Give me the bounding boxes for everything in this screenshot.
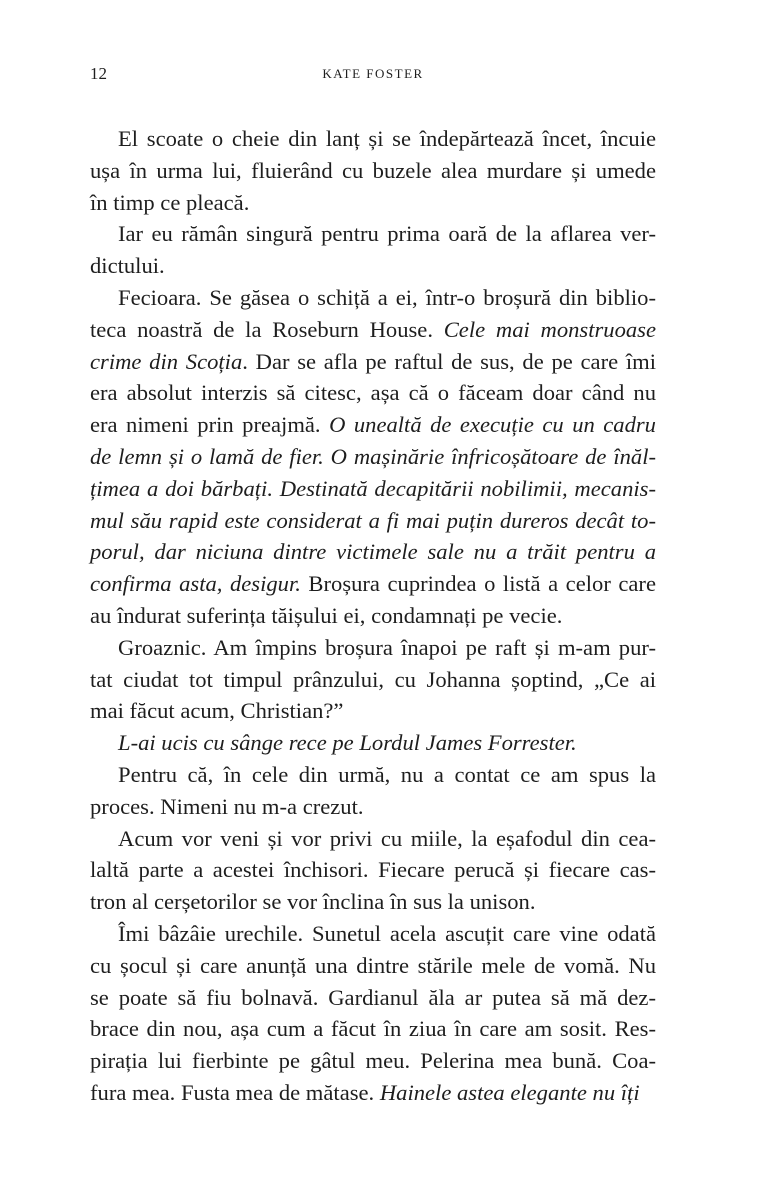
paragraph xyxy=(90,123,656,218)
text-line xyxy=(90,536,656,568)
page-header xyxy=(90,64,656,88)
text-run: brace din nou, așa cum a făcut în ziua în care am sosit. Res- xyxy=(90,1016,656,1042)
text-line xyxy=(90,1045,656,1077)
text-line xyxy=(90,155,656,187)
text-run: El scoate o cheie din lanț și se îndepărtează încet, încuie xyxy=(118,126,656,151)
text-line xyxy=(90,759,656,791)
text-line xyxy=(90,854,656,886)
text-line xyxy=(90,282,656,314)
paragraph xyxy=(90,282,656,632)
italic-text: Hainele astea elegante nu îți xyxy=(379,1079,640,1105)
text-run: Broșura cuprindea o listă a celor care xyxy=(300,571,656,597)
text-line xyxy=(90,823,656,855)
text-run: Groaznic. Am împins broșura înapoi pe raft și m-am pur- xyxy=(118,634,656,660)
text-run: tron al cerșetorilor se vor înclina în sus la unison. xyxy=(90,889,536,915)
text-run: ușa în urma lui, fluierând cu buzele alea murdare și umede xyxy=(90,157,656,183)
text-line xyxy=(90,473,656,505)
text-line xyxy=(90,377,656,409)
text-line xyxy=(90,314,656,346)
italic-text: Cele mai monstruoase xyxy=(443,316,656,342)
text-line xyxy=(90,218,656,250)
text-line xyxy=(90,791,656,823)
text-line xyxy=(90,1013,656,1045)
text-line xyxy=(90,886,656,918)
text-run: dictului. xyxy=(90,253,165,279)
text-line xyxy=(90,918,656,950)
text-run: era absolut interzis să citesc, așa că o făceam doar când nu xyxy=(90,380,656,406)
text-line xyxy=(90,664,656,696)
text-run: Îmi bâzâie urechile. Sunetul acela ascuțit care vine odată xyxy=(118,920,656,946)
paragraph xyxy=(90,823,656,918)
italic-text: mul său rapid este considerat a fi mai puțin dureros decât to- xyxy=(90,507,656,533)
text-run: cu șocul și care anunță una dintre stările mele de vomă. Nu xyxy=(90,952,656,978)
text-run: au îndurat suferința tăișului ei, condamnați pe vecie. xyxy=(90,602,563,628)
paragraph xyxy=(90,759,656,823)
text-line xyxy=(90,123,656,155)
text-run: teca noastră de la Roseburn House. xyxy=(90,316,444,342)
italic-text: de lemn și o lamă de fier. O mașinărie înfricoșătoare de înăl- xyxy=(90,443,656,469)
text-run: laltă parte a acestei închisori. Fiecare perucă și fiecare cas- xyxy=(90,857,656,883)
italic-text: porul, dar niciuna dintre victimele sale nu a trăit pentru a xyxy=(90,539,656,565)
text-run: . Dar se afla pe raftul de sus, de pe care îmi xyxy=(242,348,656,374)
text-line xyxy=(90,568,656,600)
page-number: 12 xyxy=(90,64,107,83)
text-run: se poate să fiu bolnavă. Gardianul ăla ar putea să mă dez- xyxy=(90,984,656,1010)
text-run: Iar eu rămân singură pentru prima oară de la aflarea ver- xyxy=(118,221,656,247)
italic-text: confirma asta, desigur. xyxy=(90,571,301,597)
italic-text: crime din Scoția xyxy=(90,348,243,374)
text-line xyxy=(90,187,656,219)
text-run: pirația lui fierbinte pe gâtul meu. Pelerina mea bună. Coa- xyxy=(90,1048,656,1074)
text-line xyxy=(90,727,656,759)
paragraph xyxy=(90,632,656,727)
running-head: KATE FOSTER xyxy=(322,66,424,81)
text-line xyxy=(90,505,656,537)
body-text xyxy=(90,123,656,1109)
text-run: Pentru că, în cele din urmă, nu a contat ce am spus la xyxy=(118,761,656,787)
text-line xyxy=(90,950,656,982)
text-line xyxy=(90,346,656,378)
italic-text: țimea a doi bărbați. Destinată decapitării nobilimii, mecanis- xyxy=(90,475,656,501)
text-line xyxy=(90,441,656,473)
text-run: fura mea. Fusta mea de mătase. xyxy=(90,1079,380,1105)
paragraph xyxy=(90,218,656,282)
paragraph xyxy=(90,727,656,759)
text-line xyxy=(90,632,656,664)
paragraph xyxy=(90,918,656,1109)
italic-text: O unealtă de execuție cu un cadru xyxy=(329,412,656,438)
italic-text: L-ai ucis cu sânge rece pe Lordul James Forrester. xyxy=(118,730,577,756)
text-run: tat ciudat tot timpul prânzului, cu Johanna șoptind, „Ce ai xyxy=(90,666,656,692)
text-run: Fecioara. Se găsea o schiță a ei, într-o broșură din biblio- xyxy=(118,284,656,310)
text-line xyxy=(90,409,656,441)
text-line xyxy=(90,600,656,632)
text-run: Acum vor veni și vor privi cu miile, la eșafodul din cea- xyxy=(118,825,656,851)
text-run: era nimeni prin preajmă. xyxy=(90,412,330,438)
text-run: proces. Nimeni nu m-a crezut. xyxy=(90,793,364,819)
text-line xyxy=(90,982,656,1014)
text-run: mai făcut acum, Christian?” xyxy=(90,698,344,724)
text-run: în timp ce pleacă. xyxy=(90,189,250,215)
text-line xyxy=(90,250,656,282)
text-line xyxy=(90,695,656,727)
text-line xyxy=(90,1077,656,1109)
